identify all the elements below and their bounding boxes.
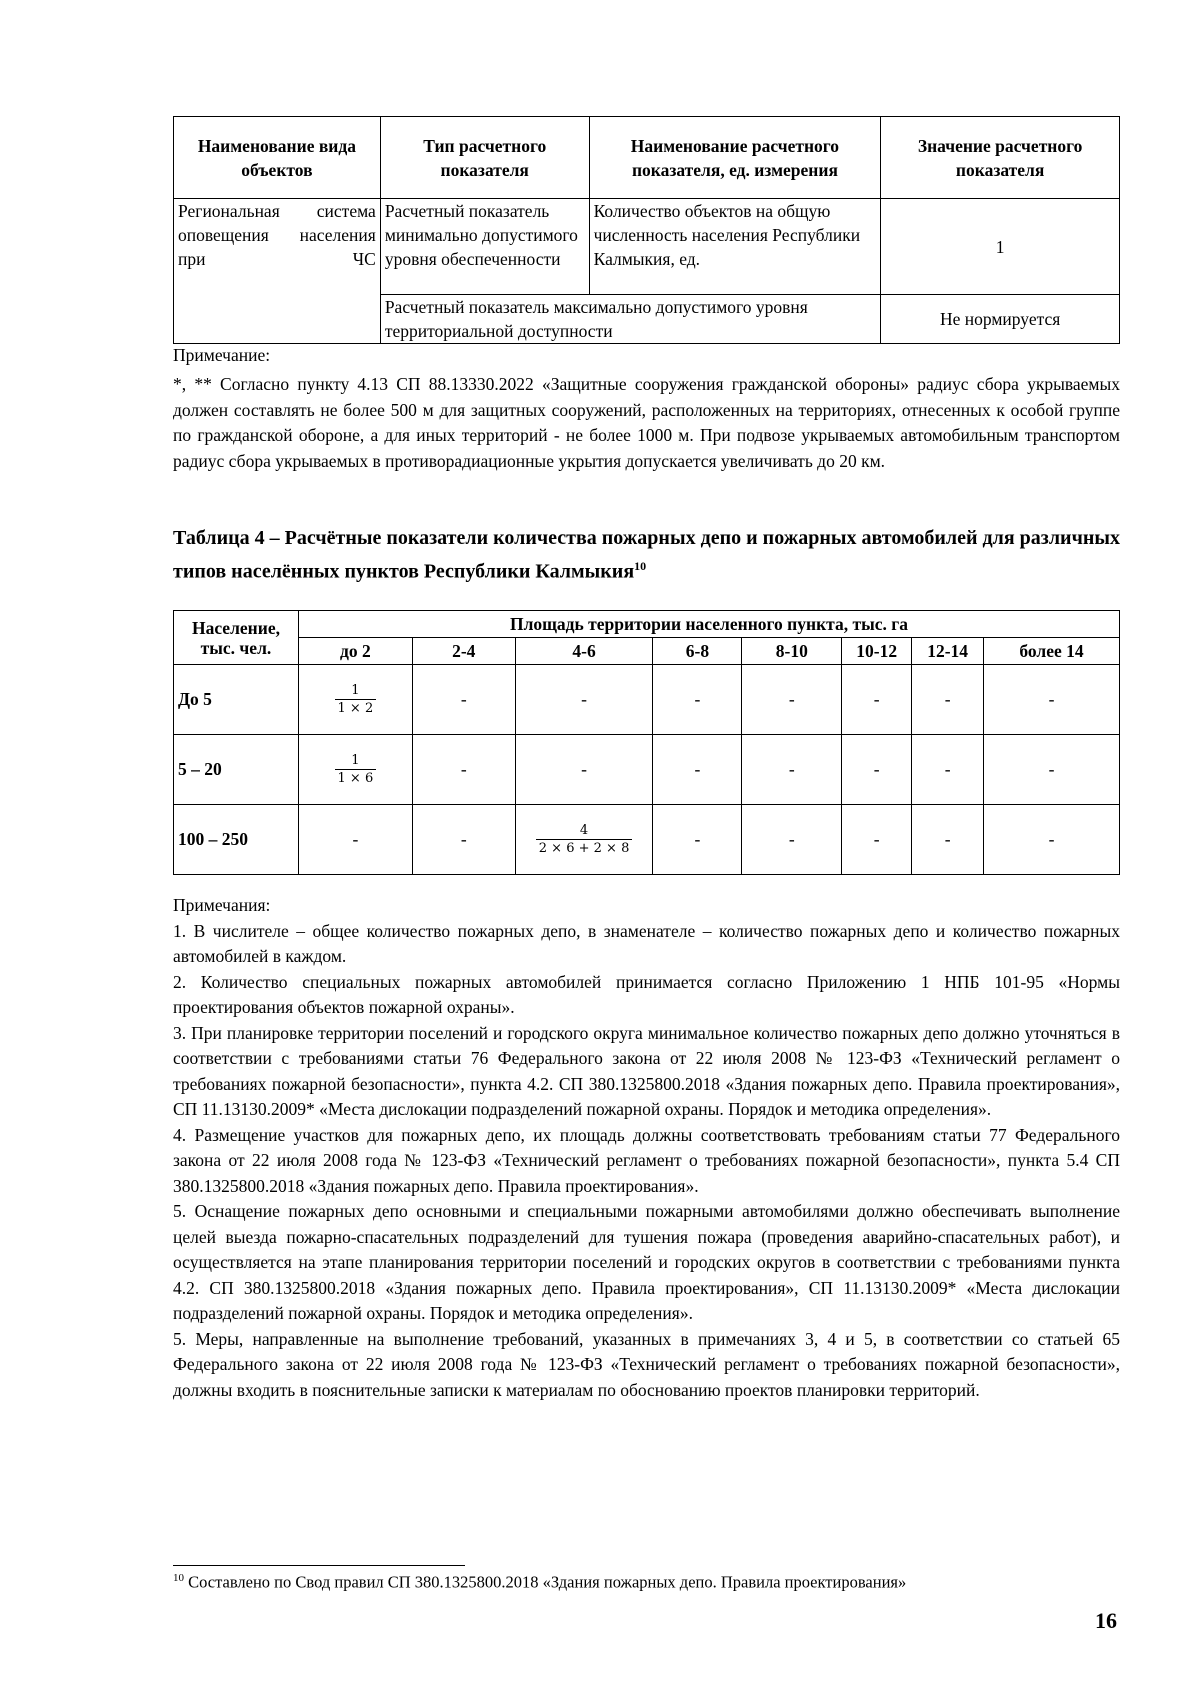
header-area-col: 6-8 [653, 638, 742, 665]
footnote-divider [173, 1565, 465, 1566]
value-cell: - [653, 735, 742, 805]
value-cell: - [412, 665, 515, 735]
object-type-cell: Региональная система оповещения населения при ЧС [174, 199, 381, 344]
fraction [335, 682, 377, 717]
value-cell: - [412, 805, 515, 875]
value-cell: - [742, 665, 842, 735]
fraction [536, 822, 633, 857]
caption-text: Таблица 4 – Расчётные показатели количества пожарных депо и пожарных автомобилей для различных типов населённых пунктов Республики Калмыкия [173, 527, 1120, 583]
table-row [174, 665, 1120, 735]
value-cell: - [912, 805, 984, 875]
footnote-number: 10 [173, 1572, 184, 1584]
header-area-col: 2-4 [412, 638, 515, 665]
denominator: 1 × 2 [337, 701, 374, 716]
value-cell: - [984, 665, 1120, 735]
header-area-col: 12-14 [912, 638, 984, 665]
page-number: 16 [1095, 1608, 1117, 1633]
population-cell: 5 – 20 [174, 735, 299, 805]
value-cell: - [298, 805, 412, 875]
numerator: 4 [536, 822, 633, 840]
value-cell: - [842, 665, 912, 735]
note-label: Примечание: [173, 345, 271, 365]
population-cell: До 5 [174, 665, 299, 735]
value-cell: - [984, 805, 1120, 875]
header-area: Площадь территории населенного пункта, тыс. га [298, 611, 1119, 638]
numerator: 1 [335, 682, 377, 700]
header-object-type: Наименование вида объектов [174, 117, 381, 199]
table-header-row [174, 117, 1120, 199]
header-indicator-value: Значение расчетного показателя [881, 117, 1120, 199]
table-notes [173, 893, 1120, 1403]
table-caption [173, 524, 1120, 586]
footnote [173, 1572, 906, 1593]
header-population: Население, тыс. чел. [174, 611, 299, 665]
value-cell: - [653, 805, 742, 875]
header-indicator-name: Наименование расчетного показателя, ед. измерения [589, 117, 881, 199]
header-area-col: 10-12 [842, 638, 912, 665]
denominator: 2 × 6 + 2 × 8 [538, 841, 630, 856]
denominator: 1 × 6 [337, 771, 374, 786]
value-cell: - [742, 735, 842, 805]
indicator-type-cell: Расчетный показатель максимально допустимого уровня территориальной доступности [380, 295, 880, 344]
numerator: 1 [335, 752, 377, 770]
fraction-cell [515, 805, 653, 875]
value-cell: - [842, 735, 912, 805]
header-area-col: 4-6 [515, 638, 653, 665]
note-text: *, ** Согласно пункту 4.13 СП 88.13330.2022 «Защитные сооружения гражданской обороны» радиус сбора укрываемых должен составлять не более 500 м для защитных сооружений, расположенных на территориях, отнесенных к особой группе по гражданской обороне, а для иных территорий - не более 1000 м. При подвозе укрываемых автомобильным транспортом радиус сбора укрываемых в противорадиационные укрытия допускается увеличивать до 20 км. [173, 374, 1120, 471]
table-header-row [174, 638, 1120, 665]
header-area-col: до 2 [298, 638, 412, 665]
value-cell: - [742, 805, 842, 875]
table-row [174, 735, 1120, 805]
value-cell: - [842, 805, 912, 875]
fraction-cell [298, 735, 412, 805]
header-indicator-type: Тип расчетного показателя [380, 117, 589, 199]
footnote-ref: 10 [634, 559, 647, 573]
indicator-type-cell: Расчетный показатель минимально допустимого уровня обеспеченности [380, 199, 589, 295]
indicator-value-cell: 1 [881, 199, 1120, 295]
fraction-cell [298, 665, 412, 735]
population-cell: 100 – 250 [174, 805, 299, 875]
value-cell: - [412, 735, 515, 805]
table-header-row [174, 611, 1120, 638]
note-item: 5. Оснащение пожарных депо основными и специальными пожарными автомобилями должно обеспечивать выполнение целей выезда пожарно-спасательных подразделений для тушения пожара (проведения аварийно-спасательных работ), и осуществляется на этапе планирования территории поселений и городских округов в соответствии с требованиями пункта 4.2. СП 380.1325800.2018 «Здания пожарных депо. Правила проектирования», СП 11.13130.2009* «Места дислокации подразделений пожарной охраны. Порядок и методика определения». [173, 1201, 1120, 1323]
note-item: 1. В числителе – общее количество пожарных депо, в знаменателе – количество пожарных депо и количество пожарных автомобилей в каждом. [173, 920, 1120, 966]
indicator-name-cell: Количество объектов на общую численность населения Республики Калмыкия, ед. [589, 199, 881, 295]
table-row [174, 199, 1120, 295]
note-item: 2. Количество специальных пожарных автомобилей принимается согласно Приложению 1 НПБ 101-95 «Нормы проектирования объектов пожарной охраны». [173, 971, 1120, 1017]
table-row [174, 805, 1120, 875]
note-item: 3. При планировке территории поселений и городского округа минимальное количество пожарных депо должно уточняться в соответствии с требованиями статьи 76 Федерального закона от 22 июля 2008 № 123-ФЗ «Технический регламент о требованиях пожарной безопасности», пункта 4.2. СП 380.1325800.2018 «Здания пожарных депо. Правила проектирования», СП 11.13130.2009* «Места дислокации подразделений пожарной охраны. Порядок и методика определения». [173, 1022, 1120, 1119]
notes-label: Примечания: [173, 895, 271, 915]
value-cell: - [515, 665, 653, 735]
civil-defense-indicators-table [173, 116, 1120, 344]
footnote-text: Составлено по Свод правил СП 380.1325800.2018 «Здания пожарных депо. Правила проектирования» [188, 1572, 907, 1592]
header-area-col: 8-10 [742, 638, 842, 665]
value-cell: - [912, 735, 984, 805]
fraction [335, 752, 377, 787]
value-cell: - [653, 665, 742, 735]
header-area-col: более 14 [984, 638, 1120, 665]
indicator-value-cell: Не нормируется [881, 295, 1120, 344]
value-cell: - [515, 735, 653, 805]
note-item: 4. Размещение участков для пожарных депо, их площадь должны соответствовать требованиям статьи 77 Федерального закона от 22 июля 2008 года № 123-ФЗ «Технический регламент о требованиях пожарной безопасности», пункта 5.4 СП 380.1325800.2018 «Здания пожарных депо. Правила проектирования». [173, 1124, 1120, 1196]
value-cell: - [912, 665, 984, 735]
fire-depot-table [173, 610, 1120, 875]
value-cell: - [984, 735, 1120, 805]
note-item: 5. Меры, направленные на выполнение требований, указанных в примечаниях 3, 4 и 5, в соответствии со статьей 65 Федерального закона от 22 июля 2008 года № 123-ФЗ «Технический регламент о требованиях пожарной безопасности», должны входить в пояснительные записки к материалам по обоснованию проектов планировки территорий. [173, 1328, 1120, 1400]
